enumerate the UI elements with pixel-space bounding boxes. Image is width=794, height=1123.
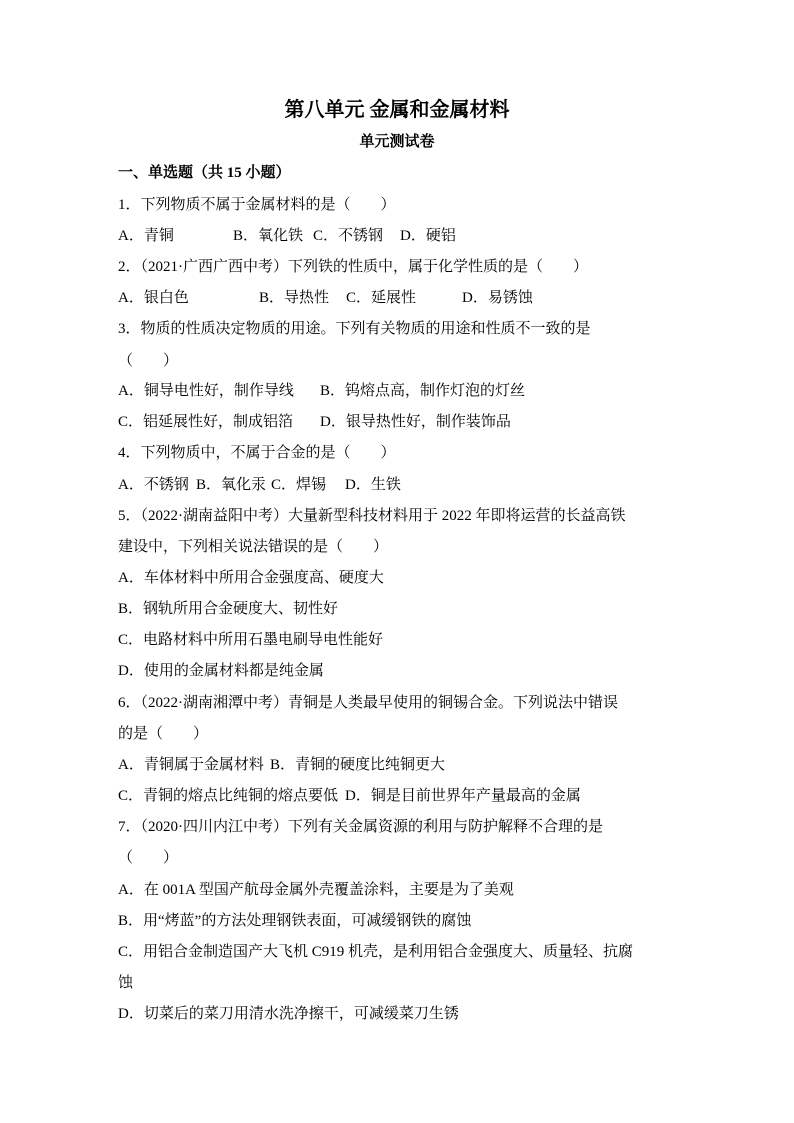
page-subtitle: 单元测试卷: [359, 134, 435, 150]
q7-option-b: B．用“烤蓝”的方法处理钢铁表面，可减缓钢铁的腐蚀: [118, 913, 472, 929]
q5-option-d: D．使用的金属材料都是纯金属: [118, 663, 324, 679]
question-3-stem-cont: （ ）: [118, 353, 179, 369]
q5-option-b: B．钢轨所用合金硬度大、韧性好: [118, 601, 339, 617]
question-3-stem: 3．物质的性质决定物质的用途。下列有关物质的用途和性质不一致的是: [118, 321, 591, 337]
q2-option-b: B．导热性: [259, 290, 330, 306]
q2-option-a: A．银白色: [118, 290, 189, 306]
q7-option-d: D．切菜后的菜刀用清水洗净擦干，可减缓菜刀生锈: [118, 1006, 459, 1022]
q4-option-c: C．焊锡: [271, 477, 327, 493]
q7-option-a: A．在 001A 型国产航母金属外壳覆盖涂料，主要是为了美观: [118, 882, 514, 898]
q6-option-b: B．青铜的硬度比纯铜更大: [270, 757, 446, 773]
q1-option-b: B．氧化铁: [233, 228, 304, 244]
q3-option-d: D．银导热性好，制作装饰品: [320, 414, 511, 430]
q7-option-c: C．用铝合金制造国产大飞机 C919 机壳，是利用铝合金强度大、质量轻、抗腐: [118, 944, 634, 960]
q4-option-d: D．生铁: [345, 477, 401, 493]
question-4-stem: 4．下列物质中，不属于合金的是（ ）: [118, 445, 396, 461]
page-title: 第八单元 金属和金属材料: [284, 99, 510, 121]
q7-option-c-cont: 蚀: [118, 975, 134, 991]
q3-option-c: C．铝延展性好，制成铝箔: [118, 414, 294, 430]
question-7-stem-cont: （ ）: [118, 850, 179, 866]
question-7-stem: 7．（2020·四川内江中考）下列有关金属资源的利用与防护解释不合理的是: [118, 819, 603, 835]
q5-option-a: A．车体材料中所用合金强度高、硬度大: [118, 570, 384, 586]
q2-option-d: D．易锈蚀: [462, 290, 533, 306]
question-6-stem: 6．（2022·湖南湘潭中考）青铜是人类最早使用的铜锡合金。下列说法中错误: [118, 695, 618, 711]
question-5-stem-cont: 建设中，下列相关说法错误的是（ ）: [118, 539, 389, 555]
q3-option-b: B．钨熔点高，制作灯泡的灯丝: [320, 383, 526, 399]
q2-option-c: C．延展性: [346, 290, 417, 306]
q5-option-c: C．电路材料中所用石墨电刷导电性能好: [118, 632, 384, 648]
question-1-stem: 1．下列物质不属于金属材料的是（ ）: [118, 197, 396, 213]
q4-option-b: B．氧化汞: [196, 477, 267, 493]
question-5-stem: 5．（2022·湖南益阳中考）大量新型科技材料用于 2022 年即将运营的长益高铁: [118, 508, 626, 524]
q6-option-c: C．青铜的熔点比纯铜的熔点要低: [118, 788, 339, 804]
question-6-stem-cont: 的是（ ）: [118, 726, 209, 742]
q6-option-a: A．青铜属于金属材料: [118, 757, 264, 773]
q1-option-d: D．硬铝: [400, 228, 456, 244]
section-heading: 一、单选题（共 15 小题）: [118, 165, 291, 181]
q1-option-a: A．青铜: [118, 228, 174, 244]
q4-option-a: A．不锈钢: [118, 477, 189, 493]
q1-option-c: C．不锈钢: [313, 228, 384, 244]
q3-option-a: A．铜导电性好，制作导线: [118, 383, 294, 399]
question-2-stem: 2．（2021·广西广西中考）下列铁的性质中，属于化学性质的是（ ）: [118, 259, 588, 275]
q6-option-d: D．铜是目前世界年产量最高的金属: [345, 788, 581, 804]
